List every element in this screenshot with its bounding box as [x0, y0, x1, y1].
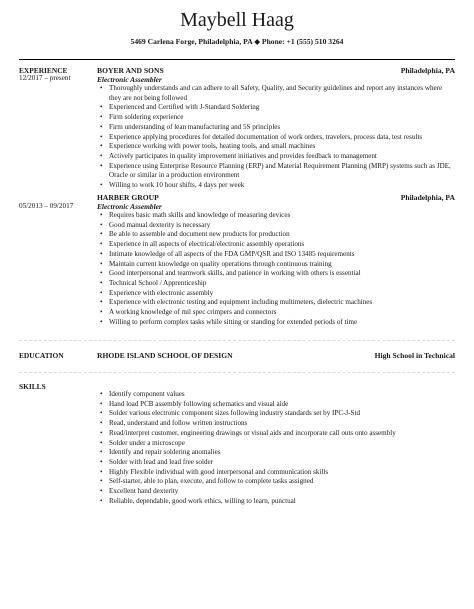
job-bullet: • Technical School / Apprenticeship [97, 279, 453, 289]
skill-item: • Solder with lead and lead free solder [97, 458, 453, 468]
job-bullet: • Willing to perform complex tasks while sitting or standing for extended periods of time [97, 318, 453, 328]
job-bullet: • Thoroughly understands and can adhere to all Safety, Quality, and Security guidelines and report any instances where they are not being followed [97, 84, 453, 103]
job-title: Electronic Assembler [97, 75, 162, 84]
job-bullet: • Actively participates in quality improvement initiatives and provides feedback to management [97, 152, 453, 162]
skill-item: • Excellent hand dexterity [97, 487, 453, 497]
degree: High School in Technical [374, 351, 455, 360]
job-bullet: • Experience in all aspects of electrical/electronic assembly operations [97, 240, 453, 250]
skill-item: • Highly Flexible individual with good interpersonal and communication skills [97, 468, 453, 478]
skills-list [97, 390, 453, 506]
job-employer: HARBER GROUP [97, 193, 159, 202]
school-name: RHODE ISLAND SCHOOL OF DESIGN [97, 351, 233, 360]
job-bullet: • Requires basic math skills and knowledge of measuring devices [97, 211, 453, 221]
job-bullet: • Good manual dexterity is necessary [97, 221, 453, 231]
section-divider [19, 340, 455, 341]
job-bullet: • Firm understanding of lean manufacturing and 5S principles [97, 123, 453, 133]
job-location: Philadelphia, PA [400, 66, 455, 75]
education-heading: EDUCATION [19, 351, 64, 360]
job-employer: BOYER AND SONS [97, 66, 164, 75]
job-bullet: • Experience with electronic testing and equipment including multimeters, dielectric machines [97, 298, 453, 308]
job-bullet: • Intimate knowledge of all aspects of the FDA GMP/QSR and ISO 13485 requirements [97, 250, 453, 260]
section-divider [19, 372, 455, 373]
job-bullet: • Experience using Enterprise Resource Planning (ERP) and Material Requirement Planning (MRP) systems such as JDE, Oracle or similar in a production environment [97, 162, 453, 181]
job-bullet: • Experience working with power tools, heating tools, and small machines [97, 142, 453, 152]
skill-item: • Identify component values [97, 390, 453, 400]
skill-item: • Reliable, dependable, good work ethics, willing to learn, punctual [97, 497, 453, 507]
skills-heading: SKILLS [19, 382, 46, 391]
job-bullet: • Be able to assemble and document new products for production [97, 230, 453, 240]
candidate-name: Maybell Haag [180, 9, 294, 31]
skill-item: • Identify and repair soldering anomalies [97, 448, 453, 458]
skill-item: • Self-starter, able to plan, execute, and follow to complete tasks assigned [97, 477, 453, 487]
job-dates: 12/2017 – present [19, 74, 71, 82]
job-bullet: • Firm soldering experience [97, 113, 453, 123]
skill-item: • Solder under a microscope [97, 439, 453, 449]
experience-heading: EXPERIENCE [19, 66, 68, 75]
skill-item: • Hand load PCB assembly following schematics and visual aide [97, 400, 453, 410]
job-bullet: • A working knowledge of mil spec crimpers and connectors [97, 308, 453, 318]
header-divider [19, 59, 455, 60]
skill-item: • Read, understand and follow written instructions [97, 419, 453, 429]
job-bullet: • Experience applying procedures for detailed documentation of work orders, travelers, process data, test results [97, 133, 453, 143]
job-bullet: • Experienced and Certified with J-Standard Soldering [97, 103, 453, 113]
job-bullet-list [97, 84, 453, 191]
job-bullet-list [97, 211, 453, 327]
job-location: Philadelphia, PA [400, 193, 455, 202]
contact-line: 5469 Carlena Forge, Philadelphia, PA ◆ Phone: +1 (555) 510 3264 [130, 37, 344, 46]
job-bullet: • Experience with electronic assembly [97, 289, 453, 299]
job-title: Electronic Assembler [97, 202, 162, 211]
job-dates: 05/2013 – 09/2017 [19, 202, 74, 210]
job-bullet: • Maintain current knowledge on quality operations through continuous training [97, 260, 453, 270]
job-bullet: • Good interpersonal and teamwork skills, and patience in working with others is essential [97, 269, 453, 279]
skill-item: • Read/interpret customer, engineering drawings or visual aids and incorporate call outs onto assembly [97, 429, 453, 439]
skill-item: • Solder various electronic component sizes following industry standards set by IPC-J-Std [97, 409, 453, 419]
job-bullet: • Willing to work 10 hour shifts, 4 days per week [97, 181, 453, 191]
